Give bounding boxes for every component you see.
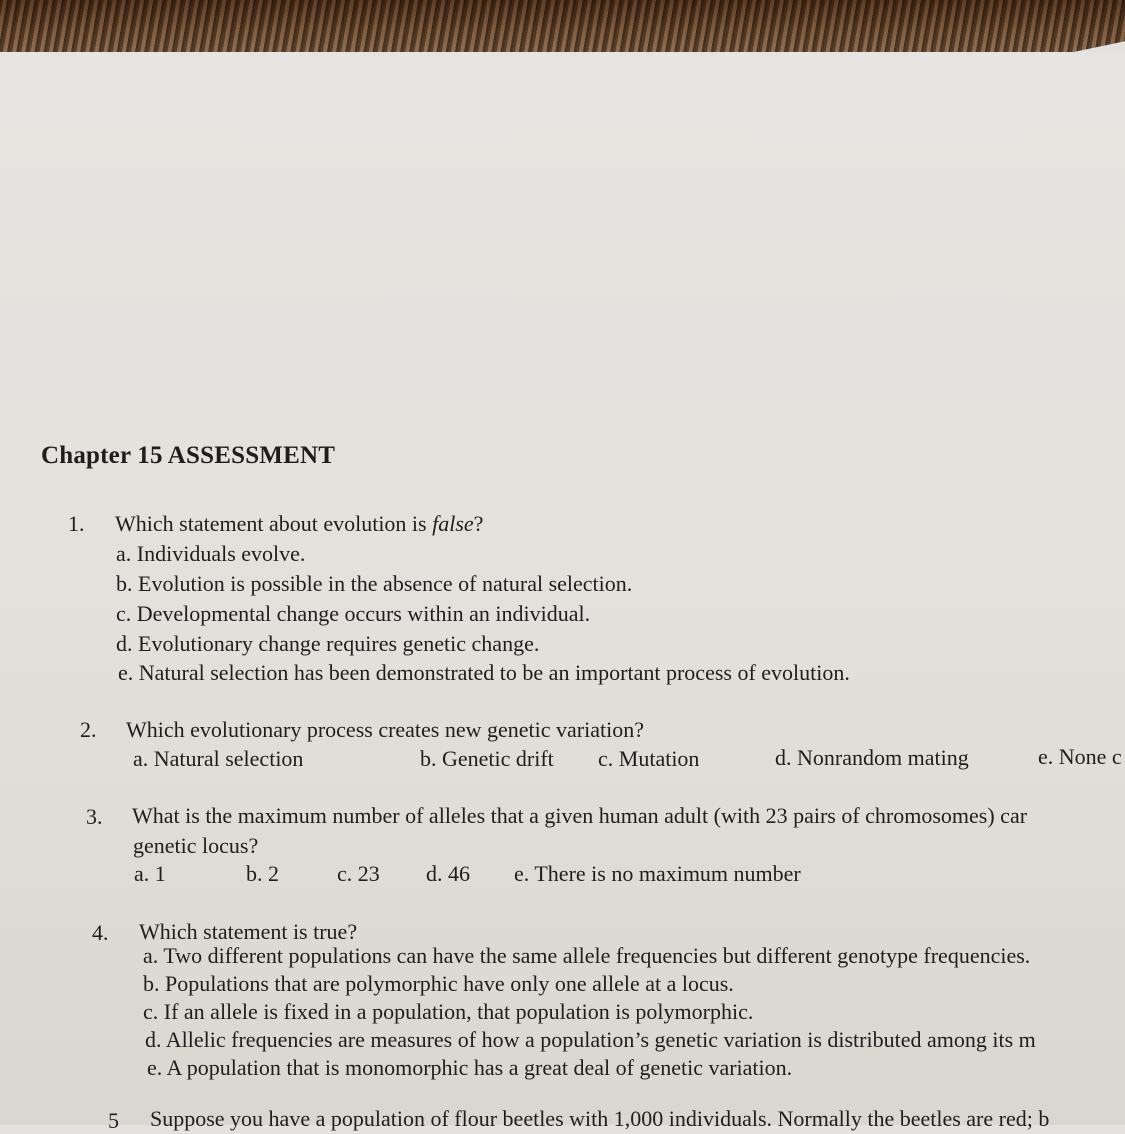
question-1-option-d: d. Evolutionary change requires genetic change.	[116, 631, 540, 656]
question-1-option-b: b. Evolution is possible in the absence of natural selection.	[116, 571, 633, 596]
question-3-number: 3.	[86, 804, 103, 829]
question-3-text-line-2: genetic locus?	[133, 833, 259, 858]
question-2-option-a: a. Natural selection	[133, 746, 304, 771]
question-4-option-b: b. Populations that are polymorphic have only one allele at a locus.	[143, 971, 734, 996]
question-4-option-c: c. If an allele is fixed in a population, that population is polymorphic.	[143, 999, 754, 1024]
question-2-option-e: e. None c	[1038, 744, 1122, 769]
question-2-option-d: d. Nonrandom mating	[775, 745, 969, 770]
question-1-text: Which statement about evolution is false?	[115, 511, 484, 536]
question-2-text: Which evolutionary process creates new genetic variation?	[126, 717, 644, 742]
question-4-option-a: a. Two different populations can have the same allele frequencies but different genotype frequencies.	[143, 943, 1031, 968]
question-3-option-c: c. 23	[337, 861, 380, 886]
question-4-option-e: e. A population that is monomorphic has a great deal of genetic variation.	[147, 1055, 793, 1080]
question-1-option-a: a. Individuals evolve.	[116, 541, 306, 566]
question-5-text: Suppose you have a population of flour beetles with 1,000 individuals. Normally the beetles are red; b	[150, 1106, 1050, 1131]
question-5-number: 5	[108, 1108, 119, 1133]
question-1-emphasis: false	[432, 511, 474, 536]
question-1-option-c: c. Developmental change occurs within an individual.	[116, 601, 591, 626]
question-2-option-c: c. Mutation	[598, 746, 700, 771]
question-3-option-a: a. 1	[134, 861, 166, 886]
question-1-number: 1.	[68, 511, 85, 536]
question-4-text: Which statement is true?	[139, 919, 358, 944]
question-3-option-e: e. There is no maximum number	[514, 861, 801, 886]
page-title: Chapter 15 ASSESSMENT	[41, 442, 336, 469]
question-3-option-d: d. 46	[426, 861, 470, 886]
question-2-number: 2.	[80, 717, 97, 742]
question-3-option-b: b. 2	[246, 861, 279, 886]
question-1-option-e: e. Natural selection has been demonstrated to be an important process of evolution.	[118, 660, 850, 685]
question-4-number: 4.	[92, 920, 109, 945]
question-4-option-d: d. Allelic frequencies are measures of how a population’s genetic variation is distributed among its m	[145, 1027, 1036, 1052]
question-2-option-b: b. Genetic drift	[420, 746, 554, 771]
question-3-text-line-1: What is the maximum number of alleles that a given human adult (with 23 pairs of chromosomes) car	[132, 803, 1028, 828]
